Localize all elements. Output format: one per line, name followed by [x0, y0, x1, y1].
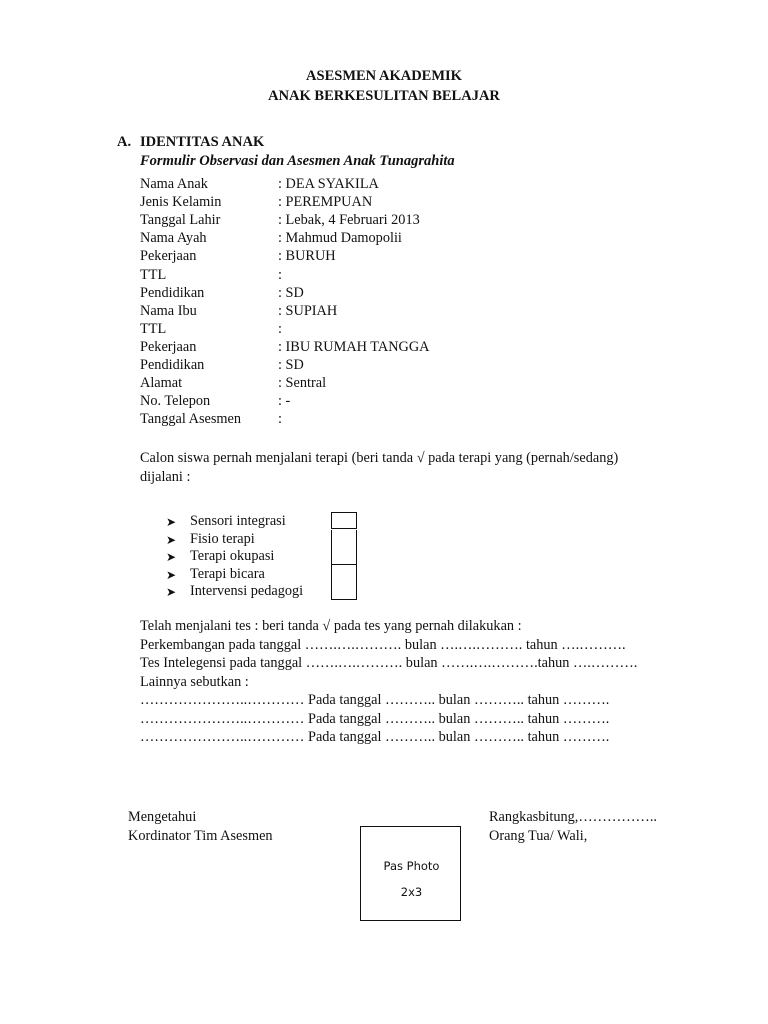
doc-title-line2: ANAK BERKESULITAN BELAJAR — [268, 88, 500, 104]
section-letter: A. — [117, 134, 132, 150]
sign-left-line2: Kordinator Tim Asesmen — [128, 828, 273, 844]
photo-box — [360, 826, 461, 921]
field-label: Pekerjaan — [140, 248, 197, 264]
therapy-checkbox[interactable] — [331, 565, 357, 583]
field-label: Alamat — [140, 375, 183, 391]
doc-title-line1: ASESMEN AKADEMIK — [306, 68, 462, 84]
field-label: TTL — [140, 321, 167, 337]
field-label: Nama Anak — [140, 176, 208, 192]
field-label: Pendidikan — [140, 357, 205, 373]
arrow-right-icon: ➤ — [166, 585, 177, 599]
test-line: Perkembangan pada tanggal …….….………. bulan ….….………. tahun ….………. — [140, 637, 626, 653]
field-value: : BURUH — [278, 248, 336, 264]
field-label: Nama Ibu — [140, 303, 197, 319]
test-line: …………………..………… Pada tanggal ……….. bulan ……….. tahun ………. — [140, 692, 610, 708]
field-value: : SD — [278, 285, 304, 301]
field-label: TTL — [140, 267, 167, 283]
field-label: Tanggal Lahir — [140, 212, 221, 228]
field-value: : IBU RUMAH TANGGA — [278, 339, 430, 355]
therapy-label: Terapi okupasi — [190, 548, 275, 564]
photo-size: 2x3 — [400, 885, 423, 899]
test-line: …………………..………… Pada tanggal ……….. bulan ……….. tahun ………. — [140, 729, 610, 745]
field-value: : Lebak, 4 Februari 2013 — [278, 212, 420, 228]
field-value: : PEREMPUAN — [278, 194, 373, 210]
therapy-intro-line1: Calon siswa pernah menjalani terapi (beri tanda √ pada terapi yang (pernah/sedang) — [140, 450, 619, 466]
therapy-label: Sensori integrasi — [190, 513, 286, 529]
field-label: Pekerjaan — [140, 339, 197, 355]
sign-left-line1: Mengetahui — [128, 809, 197, 825]
therapy-checkbox[interactable] — [331, 530, 357, 548]
tests-intro: Telah menjalani tes : beri tanda √ pada tes yang pernah dilakukan : — [140, 618, 522, 634]
form-title: Formulir Observasi dan Asesmen Anak Tunagrahita — [140, 153, 455, 169]
field-value: : Sentral — [278, 375, 327, 391]
sign-right-line2: Orang Tua/ Wali, — [489, 828, 588, 844]
arrow-right-icon: ➤ — [166, 550, 177, 564]
field-value: : — [278, 321, 282, 337]
field-label: No. Telepon — [140, 393, 211, 409]
field-value: : Mahmud Damopolii — [278, 230, 402, 246]
field-value: : SD — [278, 357, 304, 373]
test-line: Lainnya sebutkan : — [140, 674, 249, 690]
field-value: : - — [278, 393, 291, 409]
test-line: …………………..………… Pada tanggal ……….. bulan ……….. tahun ………. — [140, 711, 610, 727]
field-label: Tanggal Asesmen — [140, 411, 242, 427]
therapy-label: Terapi bicara — [190, 566, 265, 582]
field-value: : SUPIAH — [278, 303, 338, 319]
section-title: IDENTITAS ANAK — [140, 134, 265, 150]
therapy-label: Intervensi pedagogi — [190, 583, 304, 599]
test-line: Tes Intelegensi pada tanggal …….….………. bulan …….….……….tahun ….………. — [140, 655, 638, 671]
field-label: Jenis Kelamin — [140, 194, 222, 210]
field-label: Pendidikan — [140, 285, 205, 301]
field-value: : DEA SYAKILA — [278, 176, 379, 192]
field-label: Nama Ayah — [140, 230, 207, 246]
field-value: : — [278, 267, 282, 283]
sign-right-line1: Rangkasbitung,…………….. — [489, 809, 657, 825]
therapy-checkbox[interactable] — [331, 547, 357, 565]
therapy-intro-line2: dijalani : — [140, 469, 191, 485]
arrow-right-icon: ➤ — [166, 515, 177, 529]
therapy-checkbox[interactable] — [331, 582, 357, 600]
field-value: : — [278, 411, 282, 427]
photo-label: Pas Photo — [383, 859, 440, 873]
arrow-right-icon: ➤ — [166, 533, 177, 547]
arrow-right-icon: ➤ — [166, 568, 177, 582]
therapy-checkbox[interactable] — [331, 512, 357, 529]
therapy-label: Fisio terapi — [190, 531, 255, 547]
